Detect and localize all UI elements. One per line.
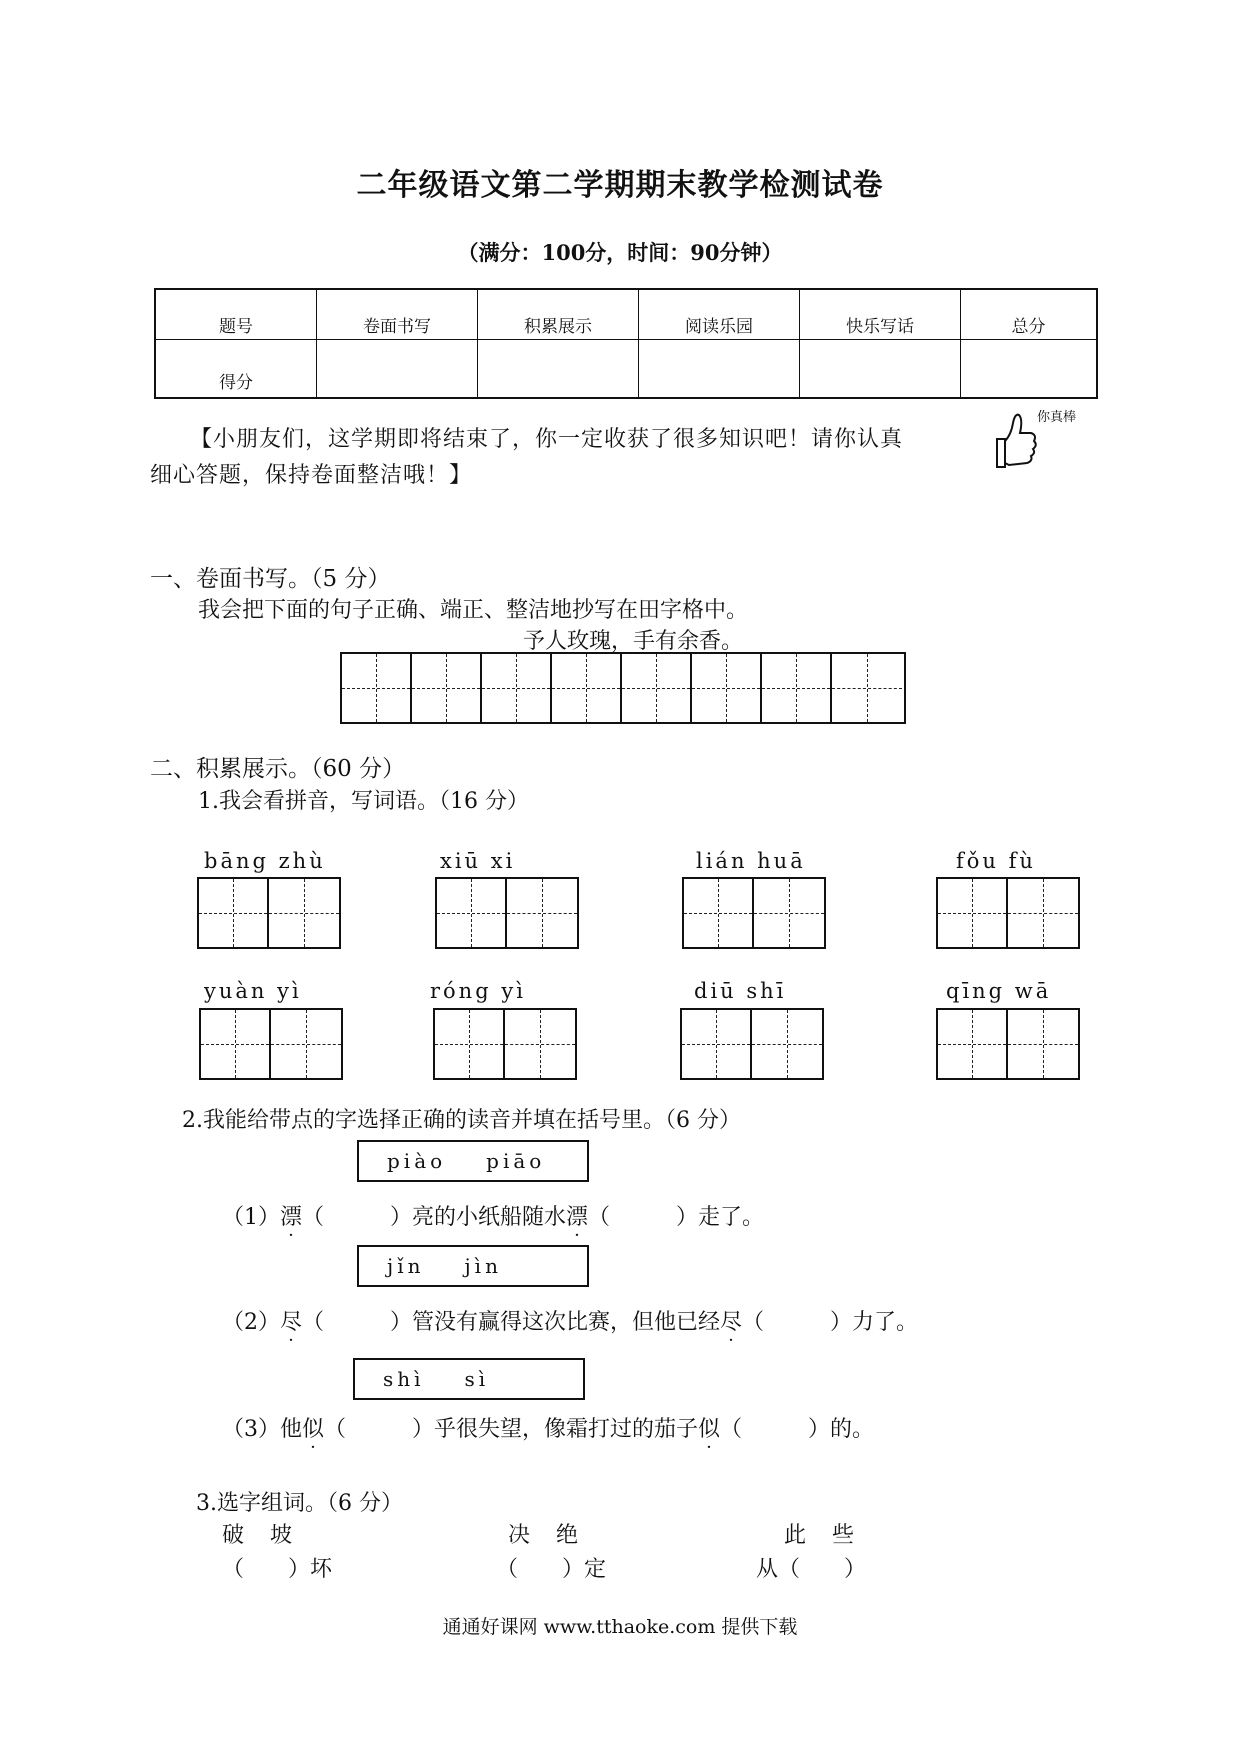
pinyin-label: qīng wā: [946, 979, 1052, 1003]
reading-options-box: [357, 1245, 589, 1287]
dotted-char: 似: [698, 1417, 721, 1442]
word-grid[interactable]: [682, 877, 826, 949]
word-grid[interactable]: [435, 877, 579, 949]
score-header-cell: 积累展示: [478, 289, 639, 340]
q3-fill: （ ）坏: [222, 1557, 333, 1582]
pinyin-label: xiū xi: [440, 849, 516, 873]
dotted-char: 似: [302, 1417, 325, 1442]
score-input-cell[interactable]: [478, 340, 639, 399]
word-grid[interactable]: [199, 1008, 343, 1080]
score-table: [154, 288, 1098, 399]
reading-options-box: [353, 1358, 585, 1400]
word-grid[interactable]: [433, 1008, 577, 1080]
exam-title: 二年级语文第二学期期末教学检测试卷: [356, 168, 884, 203]
q1-title: 1.我会看拼音，写词语。（16 分）: [198, 789, 529, 814]
pinyin-label: lián huā: [696, 849, 806, 873]
q2-title: 2.我能给带点的字选择正确的读音并填在括号里。（6 分）: [182, 1108, 741, 1133]
pinyin-label: fǒu fù: [956, 849, 1036, 873]
copy-sentence: 予人玫瑰，手有余香。: [523, 629, 744, 654]
option-reading: piào: [387, 1149, 447, 1173]
footer-source: 通通好课网 www.tthaoke.com 提供下载: [442, 1616, 798, 1638]
pinyin-label: yuàn yì: [204, 979, 302, 1003]
q3-fill: （ ）定: [496, 1557, 607, 1582]
q2-sentence-2: （2）尽（ ）管没有赢得这次比赛，但他已经尽（ ）力了。: [222, 1310, 919, 1335]
section1-instruction: 我会把下面的句子正确、端正、整洁地抄写在田字格中。: [198, 598, 749, 623]
q3-chars: 决 绝: [508, 1523, 581, 1548]
thumbs-up-icon: [985, 405, 1077, 475]
section2-heading: 二、积累展示。（60 分）: [150, 756, 406, 782]
q3-title: 3.选字组词。（6 分）: [196, 1491, 403, 1516]
word-grid[interactable]: [680, 1008, 824, 1080]
dotted-char: 漂: [566, 1205, 589, 1230]
stamp-text: 你真棒: [1037, 410, 1077, 425]
option-reading: shì: [383, 1367, 425, 1391]
word-grid[interactable]: [197, 877, 341, 949]
intro-line-1: 【小朋友们，这学期即将结束了，你一定收获了很多知识吧！请你认真: [190, 427, 904, 452]
score-input-cell[interactable]: [639, 340, 800, 399]
exam-subtitle: （满分：100分，时间：90分钟）: [457, 240, 783, 265]
score-input-cell[interactable]: [317, 340, 478, 399]
section1-heading: 一、卷面书写。（5 分）: [150, 566, 391, 592]
intro-line-2: 细心答题，保持卷面整洁哦！】: [150, 463, 473, 488]
score-header-cell: 快乐写话: [800, 289, 961, 340]
option-reading: jǐn: [387, 1254, 425, 1278]
q2-sentence-1: （1）漂（ ）亮的小纸船随水漂（ ）走了。: [222, 1205, 765, 1230]
copy-grid[interactable]: [340, 652, 906, 724]
pinyin-label: bāng zhù: [204, 849, 326, 873]
dotted-char: 尽: [720, 1310, 743, 1335]
option-reading: sì: [464, 1367, 490, 1391]
score-header-cell: 题号: [155, 289, 317, 340]
dotted-char: 尽: [280, 1310, 303, 1335]
q3-fill: 从（ ）: [756, 1557, 867, 1582]
word-grid[interactable]: [936, 1008, 1080, 1080]
pinyin-label: diū shī: [694, 979, 787, 1003]
dotted-char: 漂: [280, 1205, 303, 1230]
score-header-cell: 阅读乐园: [639, 289, 800, 340]
q3-chars: 破 坡: [222, 1523, 295, 1548]
reading-options-box: [357, 1140, 589, 1182]
score-input-cell[interactable]: [800, 340, 961, 399]
score-row-label: 得分: [155, 340, 317, 399]
option-reading: jìn: [464, 1254, 502, 1278]
word-grid[interactable]: [936, 877, 1080, 949]
pinyin-label: róng yì: [430, 979, 526, 1003]
score-input-cell[interactable]: [961, 340, 1098, 399]
score-header-cell: 总分: [961, 289, 1098, 340]
option-reading: piāo: [486, 1149, 546, 1173]
q3-chars: 此 些: [784, 1523, 857, 1548]
score-header-cell: 卷面书写: [317, 289, 478, 340]
q2-sentence-3: （3）他似（ ）乎很失望，像霜打过的茄子似（ ）的。: [222, 1417, 875, 1442]
